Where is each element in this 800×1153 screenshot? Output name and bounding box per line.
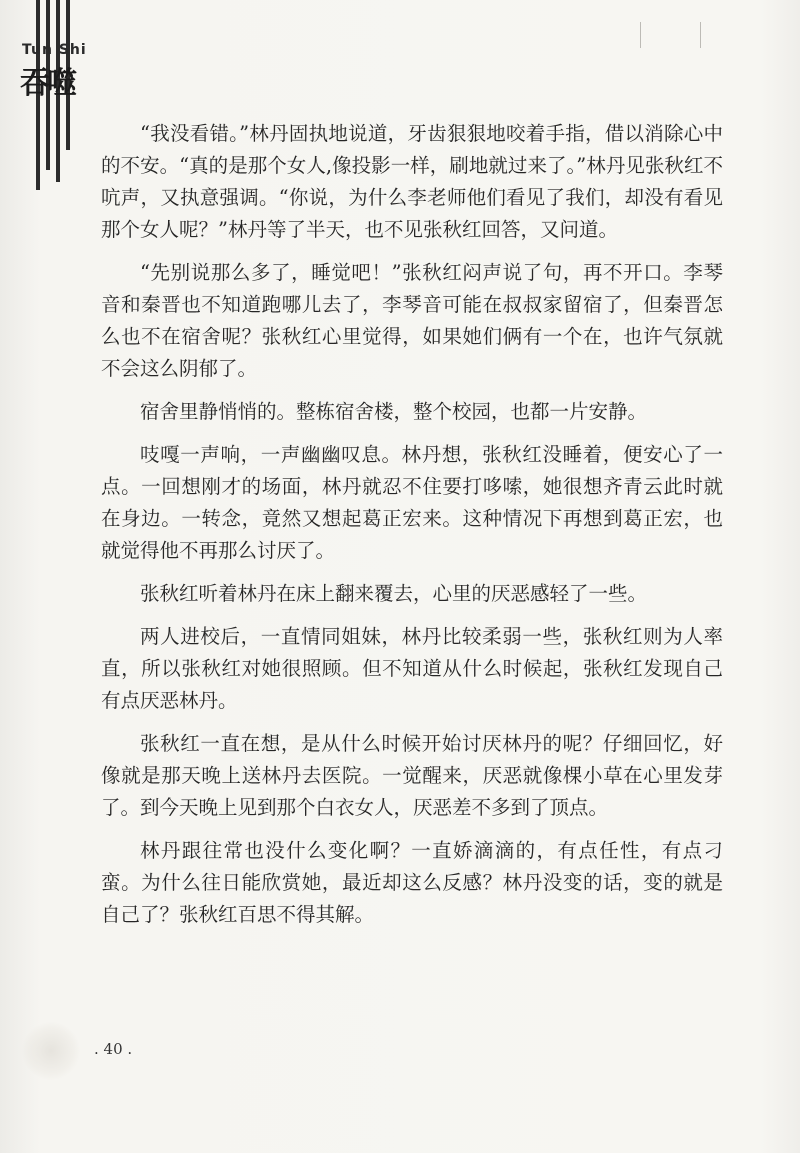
paragraph: 张秋红一直在想，是从什么时候开始讨厌林丹的呢？仔细回忆，好像就是那天晚上送林丹去医院。一觉醒来，厌恶就像棵小草在心里发芽了。到今天晚上见到那个白衣女人，厌恶差不多到了顶点。 xyxy=(101,732,723,819)
body-text xyxy=(101,118,723,942)
paragraph: 张秋红听着林丹在床上翻来覆去，心里的厌恶感轻了一些。 xyxy=(140,582,648,605)
paragraph: 林丹跟往常也没什么变化啊？一直娇滴滴的，有点任性，有点刁蛮。为什么往日能欣赏她，最近却这么反感？林丹没变的话，变的就是自己了？张秋红百思不得其解。 xyxy=(101,839,723,926)
paragraph: 宿舍里静悄悄的。整栋宿舍楼，整个校园，也都一片安静。 xyxy=(140,400,648,423)
page-number: . 40 . xyxy=(94,1040,133,1058)
crop-mark xyxy=(700,22,701,48)
paragraph: 两人进校后，一直情同姐妹，林丹比较柔弱一些，张秋红则为人率直，所以张秋红对她很照顾。但不知道从什么时候起，张秋红发现自己有点厌恶林丹。 xyxy=(101,625,723,712)
paragraph: “我没看错。”林丹固执地说道，牙齿狠狠地咬着手指，借以消除心中的不安。“真的是那个女人,像投影一样，刷地就过来了。”林丹见张秋红不吭声，又执意强调。“你说，为什么李老师他们看见了我们，却没有看见那个女人呢？”林丹等了半天，也不见张秋红回答，又问道。 xyxy=(101,122,723,241)
book-title-chinese: 吞噬 xyxy=(20,66,74,101)
book-title-latin: Tun Shi xyxy=(22,42,87,58)
paragraph: “先别说那么多了，睡觉吧！”张秋红闷声说了句，再不开口。李琴音和秦晋也不知道跑哪儿去了，李琴音可能在叔叔家留宿了，但秦晋怎么也不在宿舍呢？张秋红心里觉得，如果她们俩有一个在，也许气氛就不会这么阴郁了。 xyxy=(101,261,723,380)
corner-ornament xyxy=(22,1022,80,1080)
paragraph: 吱嘎一声响，一声幽幽叹息。林丹想，张秋红没睡着，便安心了一点。一回想刚才的场面，林丹就忍不住要打哆嗦，她很想齐青云此时就在身边。一转念，竟然又想起葛正宏来。这种情况下再想到葛正宏，也就觉得他不再那么讨厌了。 xyxy=(101,443,723,562)
crop-mark xyxy=(640,22,641,48)
